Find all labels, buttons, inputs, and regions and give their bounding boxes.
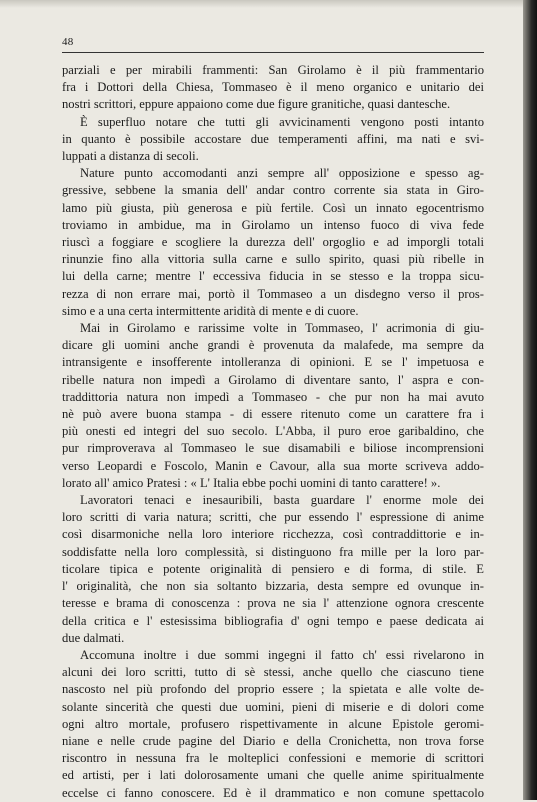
text-line: soddisfatte nella loro complessità, si distinguono fra mille per la loro par- [62, 544, 484, 559]
text-line: nè può avere buona stampa - di essere ritenuto come un carattere fra i [62, 407, 484, 422]
text-line: niane e nelle crude pagine del Diario e della Cronichetta, non trova forse [62, 733, 484, 748]
text-line: rinunzie fino alla vittoria sulla carne e sullo spirito, quasi più ribelle in [62, 252, 484, 267]
body-text [62, 62, 484, 802]
scan-shadow-right [523, 0, 537, 800]
text-line: rezza di non errare mai, portò il Tommaseo a un disdegno verso il pros- [62, 286, 484, 301]
text-line: traddittoria natura non impedì a Tommaseo - che pur non ha mai avuto [62, 389, 484, 404]
text-line: simo e a una certa intermittente aridità di mente e di cuore. [62, 303, 359, 318]
text-line: alcuni dei loro scritti, tutto di sè stessi, anche quello che ciascuno tiene [62, 665, 484, 680]
text-line: eccelse ci fanno conoscere. Ed è il drammatico e non comune spettacolo [62, 785, 484, 800]
text-line: Nature punto accomodanti anzi sempre all' opposizione e spesso ag- [80, 166, 484, 181]
paragraph [62, 165, 484, 320]
paragraph [62, 62, 484, 114]
text-line: ed artisti, per i lati dolorosamente umani che quelle anime spiritualmente [62, 768, 484, 783]
text-line: lamo più giusta, più generosa e più fertile. Così un innato egocentrismo [62, 200, 484, 215]
text-line: Lavoratori tenaci e inesauribili, basta guardare l' enorme mole dei [80, 493, 484, 508]
text-line: gressive, sebbene la smania dell' andar contro corrente sia stata in Giro- [62, 183, 484, 198]
text-line: troviamo in ambidue, ma in Girolamo un intenso fuoco di viva fede [62, 217, 484, 232]
text-line: Mai in Girolamo e rarissime volte in Tommaseo, l' acrimonia di giu- [80, 321, 484, 336]
text-line: luppati a distanza di secoli. [62, 149, 199, 164]
text-line: loro scritti di varia natura; scritti, che pur essendo l' espressione di anime [62, 510, 484, 525]
text-line: parziali e per mirabili frammenti: San Girolamo è il più frammentario [62, 63, 484, 77]
text-line: ogni altro mortale, profusero rispettivamente in alcune Epistole geromi- [62, 716, 484, 731]
text-line: solante sincerità che questi due uomini, pieni di miserie e di dolori come [62, 699, 484, 714]
scan-shadow-top [0, 0, 537, 8]
page-number: 48 [62, 36, 74, 48]
page-header [62, 34, 484, 53]
text-line: due dalmati. [62, 630, 125, 645]
paragraph [62, 647, 484, 802]
text-line: Accomuna inoltre i due sommi ingegni il fatto ch' essi rivelarono in [80, 647, 484, 662]
text-line: in quanto è possibile accostare due temperamenti affini, ma nati e svi- [62, 131, 484, 146]
text-line: ribelle natura non impedì a Girolamo di diventare santo, l' aspra e con- [62, 372, 484, 387]
paragraph [62, 114, 484, 166]
text-line: teresse e brama di conoscenza : prova ne sia l' attenzione ognora crescente [62, 596, 484, 611]
text-line: fra i Dottori della Chiesa, Tommaseo è il meno organico e unitario dei [62, 80, 484, 95]
text-line: lui della carne; mentre l' eccessiva fiducia in se stesso e la troppa sicu- [62, 269, 484, 284]
text-line: intransigente e insofferente intolleranza di opinioni. E se l' impetuosa e [62, 355, 484, 370]
text-line: nostri scrittori, eppure appaiono come due figure granitiche, quasi dantesche. [62, 97, 451, 112]
text-line: della critica e l' estesissima bibliografia d' ogni tempo e paese dedicata ai [62, 613, 484, 628]
text-line: l' originalità, che non sia soltanto bizzaria, desta sempre ed ovunque in- [62, 579, 484, 594]
text-line: riuscì a foggiare e scogliere la durezza dell' orgoglio e ad imporgli totali [62, 235, 484, 250]
text-line: È superfluo notare che tutti gli avvicinamenti vengono posti intanto [80, 114, 484, 129]
text-line: verso Leopardi e Foscolo, Manin e Cavour, alla sua morte scriveva addo- [62, 458, 484, 473]
text-line: pur rimproverava al Tommaseo le sue disamabili e biliose incomprensioni [62, 441, 484, 456]
text-line: riscontro in nessuna fra le molteplici confessioni e memorie di scrittori [62, 751, 484, 766]
text-line: più onesti ed integri del suo secolo. L'Abba, il puro eroe garibaldino, che [62, 424, 484, 439]
text-line: lorato all' amico Pratesi : « L' Italia ebbe pochi uomini di tanto carattere! ». [62, 475, 441, 490]
text-line: nascosto nel più profondo del proprio essere ; la spietata e alle volte de- [62, 682, 484, 697]
text-line: così disarmoniche nella loro interiore ricchezza, così contraddittorie e in- [62, 527, 484, 542]
paragraph [62, 320, 484, 492]
paragraph [62, 492, 484, 647]
text-line: dicare gli uomini anche grandi è provenuta da malafede, ma sempre da [62, 338, 484, 353]
text-line: ticolare tipica e potente originalità di pensiero e di forma, di stile. E [62, 561, 484, 576]
